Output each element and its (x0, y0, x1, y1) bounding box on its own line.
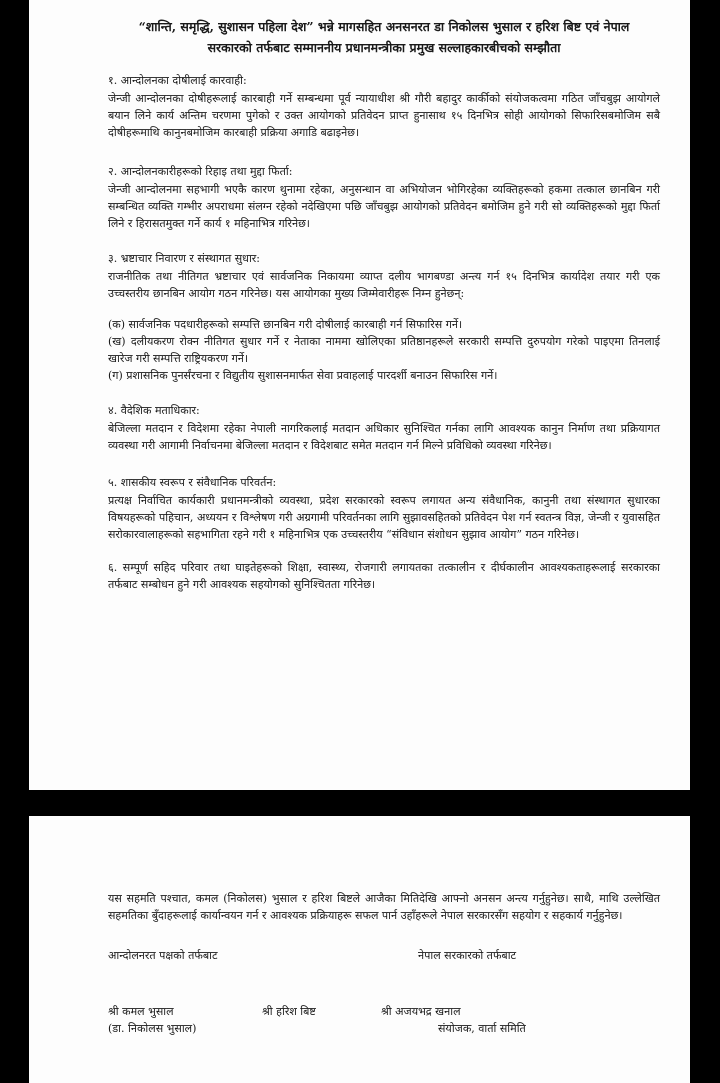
closing-paragraph: यस सहमति पश्चात, कमल (निकोलस) भुसाल र हरिश बिष्टले आजैका मितिदेखि आफ्नो अनसन अन्त्य गर्नुहुनेछ। साथै, माथि उल्लेखित सहमतिका बुँदाहरूलाई कार्यान्वयन गर्न र आवश्यक प्रक्रियाहरू सफल पार्न उहाँहरूले नेपाल सरकारसँग सहयोग र सहकार्य गर्नुहुनेछ। (108, 892, 660, 922)
list-item: (ख) दलीयकरण रोक्न नीतिगत सुधार गर्ने र नेताका नाममा खोलिएका प्रतिष्ठानहरूले सरकारी सम्पत्ति दुरुपयोग गरेको पाइएमा तिनलाई खारेज गरी सम्पत्ति राष्ट्रियकरण गर्ने। (108, 335, 660, 365)
section-list (108, 316, 660, 384)
party-government-label: नेपाल सरकारको तर्फबाट (418, 949, 517, 962)
signer-harish (262, 1003, 316, 1020)
signing-parties (108, 948, 660, 965)
title-line-1: “शान्ति, समृद्धि, सुशासन पहिला देश” भन्ने मागसहित अनसनरत डा निकोलस भुसाल र हरिश बिष्ट एवं नेपाल (138, 19, 630, 34)
list-item: (ग) प्रशासनिक पुनर्संरचना र विद्युतीय सुशासनमार्फत सेवा प्रवाहलाई पारदर्शी बनाउन सिफारिस गर्ने। (108, 369, 498, 382)
signer-kamal (108, 1003, 196, 1037)
section-1 (108, 72, 660, 141)
signer-role: संयोजक, वार्ता समिति (438, 1022, 526, 1035)
signer-name: श्री कमल भुसाल (108, 1005, 174, 1018)
document-page-2 (29, 816, 690, 1083)
section-body: बेजिल्ला मतदान र विदेशमा रहेका नेपाली नागरिकलाई मतदान अधिकार सुनिश्चित गर्नका लागि आवश्यक कानुन निर्माण तथा प्रक्रियागत व्यवस्था गरी आगामी निर्वाचनमा बेजिल्ला मतदान र विदेशबाट समेत मतदान गर्न मिल्ने प्रविधिको व्यवस्था गरिनेछ। (108, 422, 660, 452)
section-body: प्रत्यक्ष निर्वाचित कार्यकारी प्रधानमन्त्रीको व्यवस्था, प्रदेश सरकारको स्वरूप लगायत अन्य संवैधानिक, कानुनी तथा संस्थागत सुधारका विषयहरूको पहिचान, अध्ययन र विश्लेषण गरी अग्रगामी परिवर्तनका लागि सुझावसहितको प्रतिवेदन पेश गर्न स्वतन्त्र विज्ञ, जेन्जी र युवासहित सरोकारवालाहरूको सहभागिता रहने गरी १ महिनाभित्र एक उच्चस्तरीय “संविधान संशोधन सुझाव आयोग” गठन गरिनेछ। (108, 494, 660, 541)
section-heading: ३. भ्रष्टाचार निवारण र संस्थागत सुधार: (108, 252, 260, 265)
section-body: जेन्जी आन्दोलनमा सहभागी भएकै कारण थुनामा रहेका, अनुसन्धान वा अभियोजन भोगिरहेका व्यक्तिहरूको हकमा तत्काल छानबिन गरी सम्बन्धित व्यक्ति गम्भीर अपराधमा संलग्न रहेको नदेखिएमा पछि जाँचबुझ आयोगको प्रतिवेदन बमोजिम हुने गरी सो व्यक्तिहरूको मुद्दा फिर्ता लिने र हिरासतमुक्त गर्ने कार्य १ महिनाभित्र गरिनेछ। (108, 183, 660, 230)
section-body: राजनीतिक तथा नीतिगत भ्रष्टाचार एवं सार्वजनिक निकायमा व्याप्त दलीय भागबण्डा अन्त्य गर्न १५ दिनभित्र कार्यादेश तयार गरी एक उच्चस्तरीय छानबिन आयोग गठन गरिनेछ। यस आयोगका मुख्य जिम्मेवारीहरू निम्न हुनेछन्: (108, 270, 660, 300)
signer-name: श्री अजयभद्र खनाल (381, 1005, 461, 1018)
section-6: ६. सम्पूर्ण सहिद परिवार तथा घाइतेहरूको शिक्षा, स्वास्थ्य, रोजगारी लगायतका तत्कालीन र दीर्घकालीन आवश्यकताहरूलाई सरकारका तर्फबाट सम्बोधन हुने गरी आवश्यक सहयोगको सुनिश्चितता गरिनेछ। (108, 561, 660, 591)
section-3 (108, 250, 660, 384)
section-heading: ५. शासकीय स्वरूप र संवैधानिक परिवर्तन: (108, 476, 277, 489)
section-heading: १. आन्दोलनका दोषीलाई कारवाही: (108, 74, 247, 87)
signatories (108, 1003, 660, 1043)
signer-alias: (डा. निकोलस भुसाल) (108, 1022, 197, 1035)
section-heading: २. आन्दोलनकारीहरूको रिहाइ तथा मुद्दा फिर्ता: (108, 165, 293, 178)
document-page-1 (29, 0, 690, 790)
section-5 (108, 474, 660, 543)
document-title (108, 16, 660, 58)
signer-ajay (381, 1003, 526, 1037)
list-item: (क) सार्वजनिक पदधारीहरूको सम्पत्ति छानबिन गरी दोषीलाई कारबाही गर्न सिफारिस गर्ने। (108, 318, 463, 331)
section-2 (108, 163, 660, 232)
title-line-2: सरकारको तर्फबाट सम्माननीय प्रधानमन्त्रीका प्रमुख सल्लाहकारबीचको सम्झौता (207, 40, 561, 55)
signer-name: श्री हरिश बिष्ट (262, 1005, 316, 1018)
section-body: जेन्जी आन्दोलनका दोषीहरूलाई कारबाही गर्ने सम्बन्धमा पूर्व न्यायाधीश श्री गौरी बहादुर कार्कीको संयोजकत्वमा गठित जाँचबुझ आयोगले बयान लिने कार्य अन्तिम चरणमा पुगेको र उक्त आयोगको प्रतिवेदन प्राप्त हुनासाथ १५ दिनभित्र सोही आयोगको सिफारिसबमोजिम सबै दोषीहरूमाथि कानुनबमोजिम कारबाही प्रक्रिया अगाडि बढाइनेछ। (108, 92, 660, 139)
section-heading: ४. वैदेशिक मताधिकार: (108, 404, 200, 417)
section-4 (108, 402, 660, 454)
party-movement-label: आन्दोलनरत पक्षको तर्फबाट (108, 949, 218, 962)
